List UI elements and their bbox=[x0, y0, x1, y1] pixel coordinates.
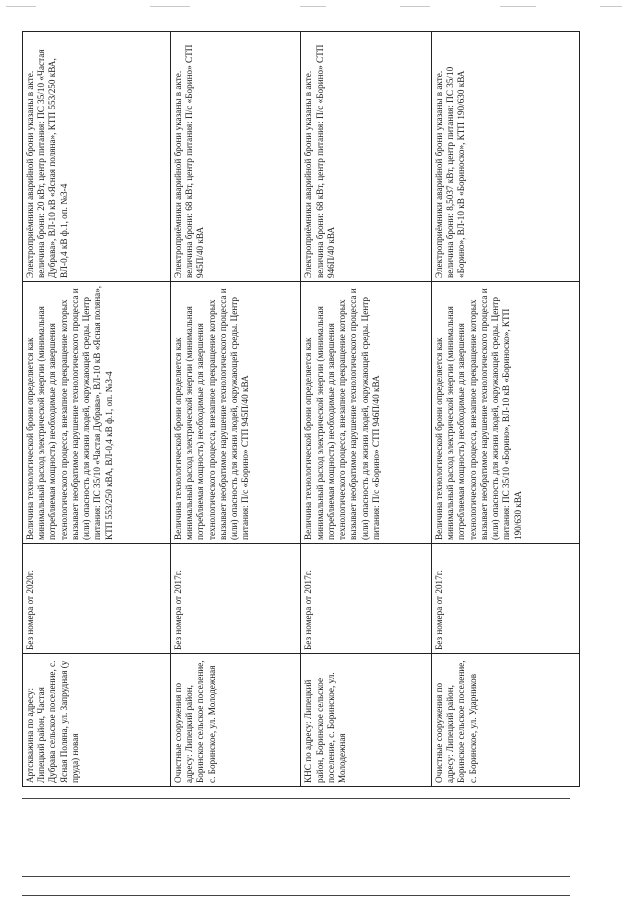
tech-reserve-cell: Величина технологической брони определяется как минимальный расход электрической энергии (минимальная потребляемая мощность) необходимые для завершения технологического процесса, внезапное прекращение которых вызывает необратимое нарушение технологического процесса и (или) опасность для жизни людей, окружающей среды. Центр питания: П/с «Борино» СТП 945П/40 кВА bbox=[171, 282, 301, 544]
table-row bbox=[431, 32, 579, 787]
basis-cell: Без номера от 2017г. bbox=[431, 544, 579, 654]
object-cell: КНС по адресу: Липецкий район, Боринское сельское поселение, с. Боринское, ул. Молодежная bbox=[301, 654, 431, 787]
basis-cell: Без номера от 2017г. bbox=[171, 544, 301, 654]
table-row bbox=[171, 32, 301, 787]
object-cell: Очистные сооружения по адресу: Липецкий район, Боринское сельское поселение, с. Боринское, ул. Молодежная bbox=[171, 654, 301, 787]
page-rule bbox=[22, 876, 570, 877]
emergency-reserve-cell: Электроприёмники аварийной брони указаны в акте. величина брони: 20 кВт, центр питания: ПС 35/10 «Частая Дубрава», ВЛ-10 кВ «Ясная поляна», КТП 553/250 кВА, ВЛ-0,4 кВ ф.1, оп. №3-4 bbox=[23, 32, 171, 282]
table-row bbox=[301, 32, 431, 787]
object-cell: Артскважина по адресу: Липецкий район, Частая Дубрава сельское поселение, с. Ясная Поляна, ул. Запрудная (у пруда) новая bbox=[23, 654, 171, 787]
emergency-reserve-cell: Электроприёмники аварийной брони указаны в акте. величина брони: 8,5037 кВт, центр питания: ПС 35/10 «Борино», ВЛ-10 кВ «Бориноско», КТП 190/630 кВА bbox=[431, 32, 579, 282]
tech-reserve-cell: Величина технологической брони определяется как минимальный расход электрической энергии (минимальная потребляемая мощность) необходимые для завершения технологического процесса, внезапное прекращение которых вызывает необратимое нарушение технологического процесса и (или) опасность для жизни людей, окружающей среды. Центр питания: ПС 35/10 «Частая Дубрава», ВЛ-10 кВ «Ясная поляна», КТП 553/250 кВА, ВЛ-0,4 кВ ф.1, оп. №3-4 bbox=[23, 282, 171, 544]
table-row bbox=[23, 32, 171, 787]
scan-header-marks bbox=[0, 6, 640, 12]
tech-reserve-cell: Величина технологической брони определяется как минимальный расход электрической энергии (минимальная потребляемая мощность) необходимые для завершения технологического процесса, внезапное прекращение которых вызывает необратимое нарушение технологического процесса и (или) опасность для жизни людей, окружающей среды. Центр питания: П/с «Борино» СТП 946П/40 кВА bbox=[301, 282, 431, 544]
basis-cell: Без номера от 2020г. bbox=[23, 544, 171, 654]
basis-cell: Без номера от 2017г. bbox=[301, 544, 431, 654]
emergency-reserve-cell: Электроприёмники аварийной брони указаны в акте. величина брони: 68 кВт, центр питания: П/с «Борино» СТП 945П/40 кВА bbox=[171, 32, 301, 282]
reservation-table bbox=[22, 31, 580, 787]
object-cell: Очистные сооружения по адресу: Липецкий район, Боринское сельское поселение, с. Боринское, ул. Ударников bbox=[431, 654, 579, 787]
page-rule bbox=[22, 798, 570, 799]
tech-reserve-cell: Величина технологической брони определяется как минимальный расход электрической энергии (минимальная потребляемая мощность) необходимые для завершения технологического процесса, внезапное прекращение которых вызывает необратимое нарушение технологического процесса и (или) опасность для жизни людей, окружающей среды. Центр питания: ПС 35/10 «Борино», ВЛ-10 кВ «Бориноско», КТП 190/630 кВА bbox=[431, 282, 579, 544]
page-rule bbox=[22, 895, 570, 896]
rotated-page bbox=[22, 32, 580, 787]
table-rotator bbox=[22, 32, 580, 787]
emergency-reserve-cell: Электроприёмники аварийной брони указаны в акте. величина брони: 68 кВт, центр питания: П/с «Борино» СТП 946П/40 кВА bbox=[301, 32, 431, 282]
